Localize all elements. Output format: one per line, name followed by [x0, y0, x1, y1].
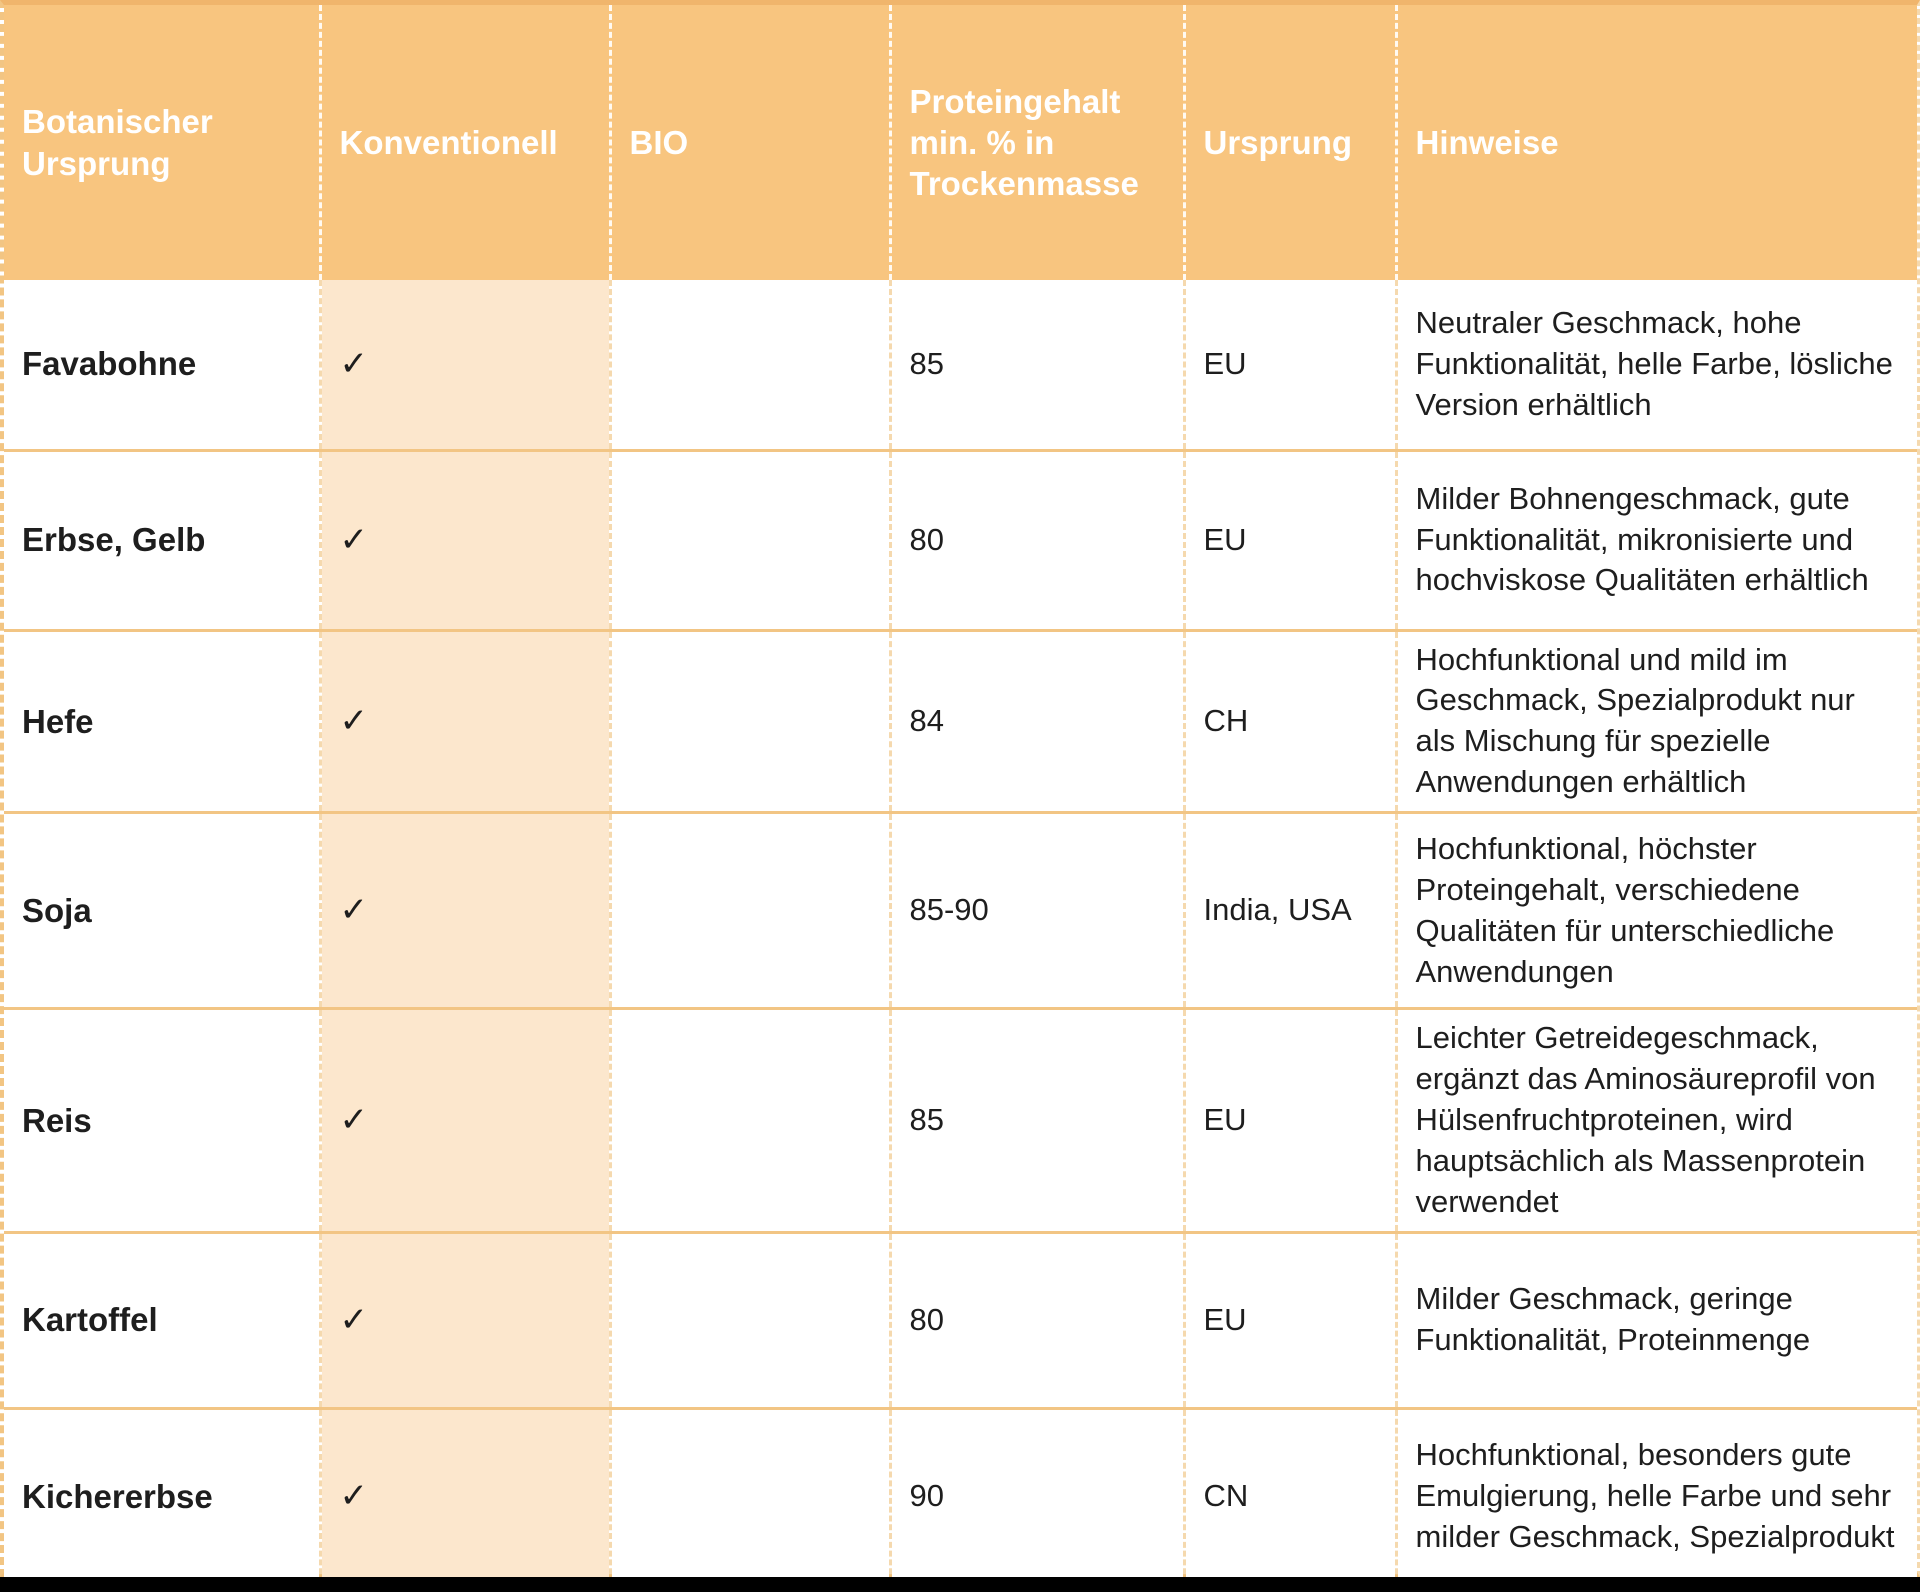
- table-row-soja: [4, 813, 1917, 1009]
- cell-origin: CN: [1184, 1408, 1396, 1583]
- cell-botanical-origin: Erbse, Gelb: [4, 450, 320, 630]
- cell-bio: [610, 1009, 890, 1233]
- bottom-black-bar: [0, 1577, 1920, 1592]
- header-proteingehalt: Proteingehalt min. % in Trockenmasse: [890, 5, 1184, 280]
- checkmark-icon: ✓: [339, 1300, 368, 1339]
- cell-notes: Leichter Getreidegeschmack, ergänzt das Aminosäureprofil von Hülsenfruchtproteinen, wird hauptsächlich als Massenprotein verwendet: [1396, 1009, 1917, 1233]
- table-row-kichererbse: [4, 1408, 1917, 1583]
- cell-konventionell: [320, 280, 610, 450]
- header-botanischer-ursprung: Botanischer Ursprung: [4, 5, 320, 280]
- header-bio: BIO: [610, 5, 890, 280]
- cell-protein-content: 80: [890, 1232, 1184, 1408]
- cell-konventionell: [320, 1009, 610, 1233]
- cell-origin: EU: [1184, 280, 1396, 450]
- cell-origin: CH: [1184, 630, 1396, 813]
- cell-botanical-origin: Kartoffel: [4, 1232, 320, 1408]
- cell-bio: [610, 450, 890, 630]
- table-row-kartoffel: [4, 1232, 1917, 1408]
- cell-notes: Hochfunktional, höchster Proteingehalt, verschiedene Qualitäten für unterschiedliche Anwendungen: [1396, 813, 1917, 1009]
- cell-botanical-origin: Reis: [4, 1009, 320, 1233]
- cell-botanical-origin: Favabohne: [4, 280, 320, 450]
- cell-bio: [610, 1232, 890, 1408]
- cell-botanical-origin: Soja: [4, 813, 320, 1009]
- cell-protein-content: 85: [890, 280, 1184, 450]
- checkmark-icon: ✓: [339, 891, 368, 930]
- cell-botanical-origin: Hefe: [4, 630, 320, 813]
- cell-origin: EU: [1184, 450, 1396, 630]
- cell-konventionell: [320, 630, 610, 813]
- cell-origin: EU: [1184, 1009, 1396, 1233]
- cell-protein-content: 90: [890, 1408, 1184, 1583]
- checkmark-icon: ✓: [339, 1476, 368, 1515]
- table-header: [4, 5, 1917, 280]
- cell-bio: [610, 1408, 890, 1583]
- protein-sources-table: [4, 5, 1917, 1583]
- table-body: [4, 280, 1917, 1583]
- cell-origin: India, USA: [1184, 813, 1396, 1009]
- cell-protein-content: 84: [890, 630, 1184, 813]
- table-row-erbse-gelb: [4, 450, 1917, 630]
- cell-notes: Milder Bohnengeschmack, gute Funktionalität, mikronisierte und hochviskose Qualitäten erhältlich: [1396, 450, 1917, 630]
- table-row-favabohne: [4, 280, 1917, 450]
- cell-konventionell: [320, 813, 610, 1009]
- cell-bio: [610, 813, 890, 1009]
- cell-notes: Hochfunktional und mild im Geschmack, Spezialprodukt nur als Mischung für spezielle Anwendungen erhältlich: [1396, 630, 1917, 813]
- header-konventionell: Konventionell: [320, 5, 610, 280]
- header-row: [4, 5, 1917, 280]
- cell-notes: Neutraler Geschmack, hohe Funktionalität, helle Farbe, lösliche Version erhältlich: [1396, 280, 1917, 450]
- table-row-hefe: [4, 630, 1917, 813]
- cell-botanical-origin: Kichererbse: [4, 1408, 320, 1583]
- cell-konventionell: [320, 1232, 610, 1408]
- checkmark-icon: ✓: [339, 701, 368, 740]
- header-hinweise: Hinweise: [1396, 5, 1917, 280]
- cell-notes: Milder Geschmack, geringe Funktionalität, Proteinmenge: [1396, 1232, 1917, 1408]
- cell-protein-content: 80: [890, 450, 1184, 630]
- cell-bio: [610, 630, 890, 813]
- cell-protein-content: 85: [890, 1009, 1184, 1233]
- cell-bio: [610, 280, 890, 450]
- cell-notes: Hochfunktional, besonders gute Emulgierung, helle Farbe und sehr milder Geschmack, Spezialprodukt: [1396, 1408, 1917, 1583]
- cell-konventionell: [320, 1408, 610, 1583]
- checkmark-icon: ✓: [339, 1100, 368, 1139]
- cell-protein-content: 85-90: [890, 813, 1184, 1009]
- table-row-reis: [4, 1009, 1917, 1233]
- cell-origin: EU: [1184, 1232, 1396, 1408]
- checkmark-icon: ✓: [339, 344, 368, 383]
- checkmark-icon: ✓: [339, 520, 368, 559]
- cell-konventionell: [320, 450, 610, 630]
- header-ursprung: Ursprung: [1184, 5, 1396, 280]
